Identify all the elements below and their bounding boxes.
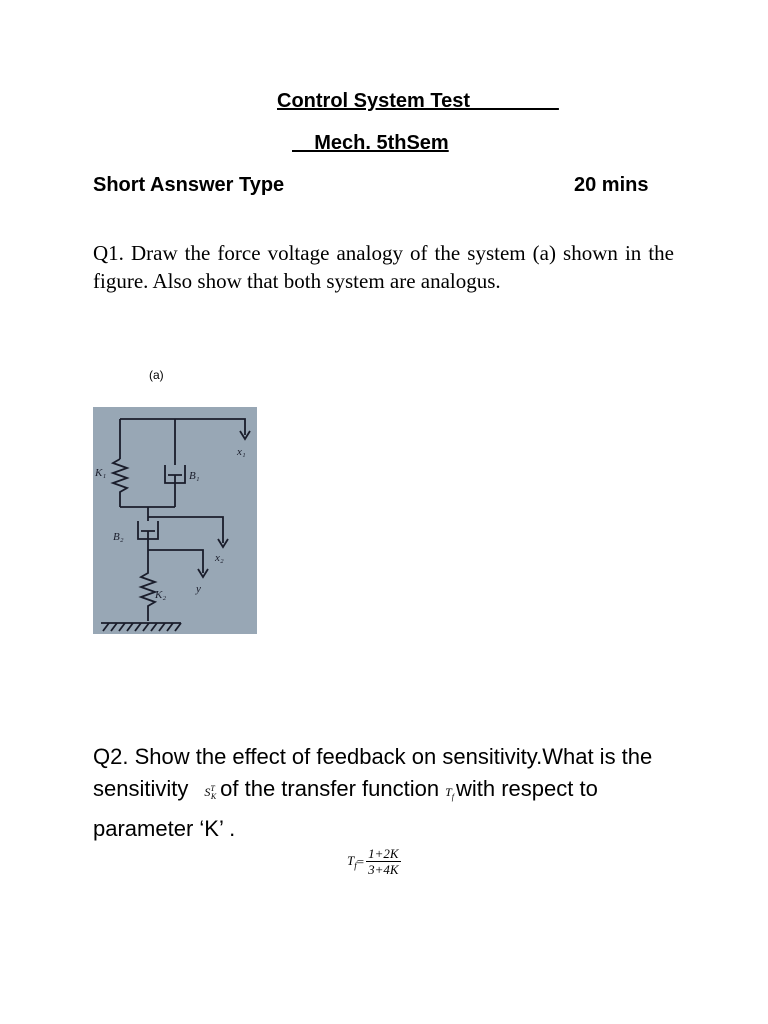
mechanical-system-figure <box>93 407 257 634</box>
spring-k2 <box>141 550 155 621</box>
formula-denominator: 3+4K <box>368 862 399 877</box>
spring-k1 <box>113 459 127 507</box>
q2-text-part-2: of the transfer function <box>220 776 440 801</box>
section-heading: Short Asnswer Type <box>93 174 285 196</box>
duration-label: 20 mins <box>574 174 649 196</box>
formula-equals: = <box>356 853 365 869</box>
label-y: y <box>196 583 201 595</box>
label-x2: x₂ <box>215 552 224 564</box>
q2-text-part-3: with respect to parameter ‘K’ . <box>93 776 598 842</box>
question-2 <box>93 741 678 845</box>
formula-lhs: $T_f$ <box>347 852 357 871</box>
x1-connector <box>120 419 245 435</box>
course-subtitle: Mech. 5thSem <box>292 132 449 154</box>
label-b2: B₂ <box>113 531 124 543</box>
sensitivity-symbol: $S^T_K$ <box>204 784 217 802</box>
test-title: Control System Test <box>277 90 559 112</box>
question-1: Q1. Draw the force voltage analogy of the system (a) shown in the figure. Also show that both system are analogus. <box>93 241 674 293</box>
label-k1: K₁ <box>95 467 107 479</box>
q2-text-part-1: Q2. Show the effect of feedback on sensitivity.What is the sensitivity <box>93 744 653 801</box>
label-b1: B₁ <box>189 470 200 482</box>
label-x1: x₁ <box>237 446 246 458</box>
formula-numerator: 1+2K <box>368 846 399 861</box>
label-k2: K₂ <box>155 589 167 601</box>
transfer-function-symbol: $T_f$ <box>445 785 454 802</box>
ground-hatch <box>103 623 181 631</box>
x2-connector <box>148 517 223 543</box>
transfer-function-formula <box>347 846 401 877</box>
figure-label: (a) <box>149 368 164 382</box>
spring-damper-diagram <box>93 407 257 634</box>
formula-fraction <box>366 846 400 877</box>
